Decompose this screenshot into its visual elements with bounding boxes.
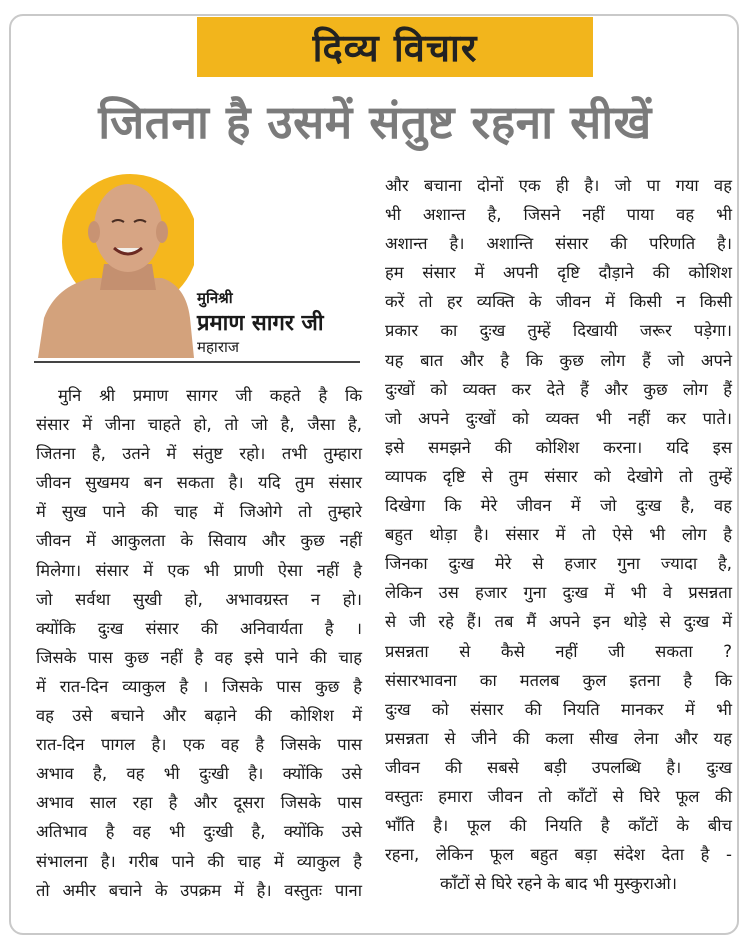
- text-line: हम संसार में अपनी दृष्टि दौड़ाने की कोशिश: [385, 263, 732, 283]
- text-line: जीवन में आकुलता के सिवाय और कुछ नहीं: [36, 531, 362, 551]
- byline-name: प्रमाण सागर जी: [197, 311, 324, 336]
- text-line: दिखेगा कि मेरे जीवन में जो दुःख है, वह: [385, 496, 732, 516]
- text-line: वह उसे बचाने और बढ़ाने की कोशिश में: [36, 706, 362, 726]
- section-title: दिव्य विचार: [312, 26, 478, 70]
- photo-ear-left: [88, 221, 100, 243]
- text-line: से जी रहे हैं। तब मैं अपने इन थोड़े से दुःख में: [385, 612, 732, 632]
- text-line: प्रसन्नता से कैसे नहीं जी सकता ?: [385, 641, 732, 661]
- text-line: में रात-दिन व्याकुल है । जिसके पास कुछ है: [36, 676, 362, 696]
- text-line: मिलेगा। संसार में एक भी प्राणी ऐसा नहीं है: [36, 560, 362, 580]
- text-line: जितना है, उतने में संतुष्ट रहो। तभी तुम्हारा: [36, 444, 362, 464]
- text-line: प्रकार का दुःख तुम्हें दिखायी जरूर पड़ेगा।: [385, 321, 732, 341]
- article-column-1: [36, 381, 362, 905]
- text-line: में सुख पाने की चाह में जिओगे तो तुम्हारे: [36, 502, 362, 522]
- text-line: जो अपने दुःखों को व्यक्त भी नहीं कर पाते।: [385, 408, 732, 428]
- text-line: काँटों से घिरे रहने के बाद भी मुस्कुराओ।: [440, 874, 677, 894]
- text-line: वस्तुतः हमारा जीवन तो काँटों से घिरे फूल की: [385, 786, 732, 806]
- text-line: संभालना है। गरीब पाने की चाह में व्याकुल है: [36, 851, 362, 871]
- text-line: जो सर्वथा सुखी हो, अभावग्रस्त न हो।: [36, 589, 362, 609]
- text-line: क्योंकि दुःख संसार की अनिवार्यता है ।: [36, 618, 362, 638]
- photo-head: [94, 184, 162, 272]
- text-line: दुःखों को व्यक्त कर देते हैं और कुछ लोग हैं: [385, 379, 732, 399]
- text-line: यह बात और है कि कुछ लोग हैं जो अपने: [385, 350, 732, 370]
- text-line: जीवन की सबसे बड़ी उपलब्धि है। दुःख: [385, 757, 732, 777]
- text-line: इसे समझने की कोशिश करना। यदि इस: [385, 437, 732, 457]
- text-line: बहुत थोड़ा है। संसार में तो ऐसे भी लोग है: [385, 525, 732, 545]
- text-line: संसार में जीना चाहते हो, तो जो है, जैसा है,: [36, 415, 362, 435]
- text-line: अभाव साल रहा है और दूसरा जिसके पास: [36, 793, 362, 813]
- author-photo: [34, 168, 194, 358]
- text-line: जिनका दुःख मेरे से हजार गुना ज्यादा है,: [385, 554, 732, 574]
- text-line: लेकिन उस हजार गुना दुःख में भी वे प्रसन्नता: [385, 583, 732, 603]
- text-line: तो अमीर बचाने के उपक्रम में है। वस्तुतः पाना: [36, 880, 362, 900]
- photo-ear-right: [156, 221, 168, 243]
- article-column-2: [385, 171, 732, 898]
- text-line: संसारभावना का मतलब कुल इतना है कि: [385, 670, 732, 690]
- text-line: अभाव है, वह भी दुःखी है। क्योंकि उसे: [36, 764, 362, 784]
- section-banner: [197, 17, 593, 77]
- byline-prefix: मुनिश्री: [197, 289, 233, 307]
- text-line: भाँति है। फूल की नियति है काँटों के बीच: [385, 816, 732, 836]
- text-line: जीवन सुखमय बन सकता है। यदि तुम संसार: [36, 473, 362, 493]
- byline-divider: [34, 361, 360, 363]
- text-line: रहना, लेकिन फूल बहुत बड़ा संदेश देता है -: [385, 845, 732, 865]
- text-line: करें तो हर व्यक्ति के जीवन में किसी न किसी: [385, 292, 732, 312]
- text-line: और बचाना दोनों एक ही है। जो पा गया वह: [385, 176, 732, 195]
- byline-suffix: महाराज: [197, 338, 239, 356]
- article-headline: जितना है उसमें संतुष्ट रहना सीखें: [98, 95, 652, 149]
- text-line: मुनि श्री प्रमाण सागर जी कहते है कि: [58, 386, 362, 405]
- text-line: प्रसन्नता से जीने की कला सीख लेना और यह: [385, 728, 732, 748]
- text-line: अशान्त है। अशान्ति संसार की परिणति है।: [385, 234, 732, 254]
- text-line: रात-दिन पागल है। एक वह है जिसके पास: [36, 735, 362, 755]
- text-line: व्यापक दृष्टि से तुम संसार को देखोगे तो तुम्हें: [385, 466, 732, 486]
- text-line: जिसके पास कुछ नहीं है वह इसे पाने की चाह: [36, 647, 362, 667]
- text-line: भी अशान्त है, जिसने नहीं पाया वह भी: [385, 205, 732, 225]
- text-line: दुःख को संसार की नियति मानकर में भी: [385, 699, 732, 719]
- text-line: अतिभाव है वह भी दुःखी है, क्योंकि उसे: [36, 822, 362, 842]
